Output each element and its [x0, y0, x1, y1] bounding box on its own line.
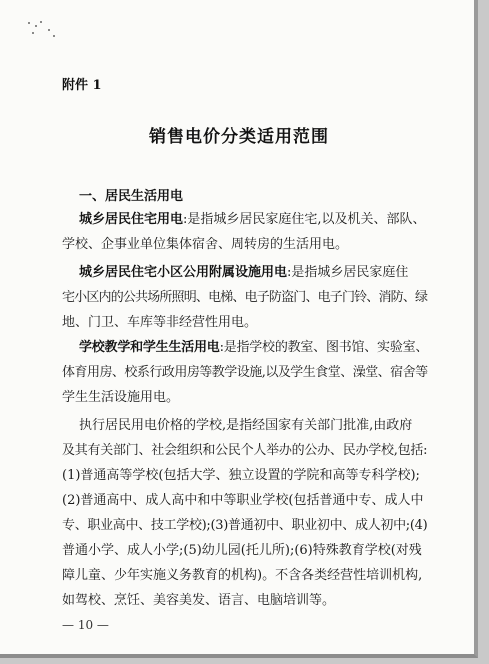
paragraph-term: 城乡居民住宅用电	[79, 212, 184, 227]
paragraph-line: 地、门卫、车库等非经营性用电。	[62, 315, 258, 330]
section-heading: 一、居民生活用电	[79, 189, 184, 204]
paragraph-text: :是指城乡居民家庭住	[287, 265, 409, 280]
scan-specks	[26, 20, 56, 44]
paragraph-line: 如驾校、烹饪、美容美发、语言、电脑培训等。	[62, 593, 336, 608]
paragraph-line	[79, 212, 426, 228]
paragraph-line: (1)普通高等学校(包括大学、独立设置的学院和高等专科学校);	[62, 468, 420, 483]
paragraph-text: :是指学校的教室、图书馆、实验室、	[219, 340, 429, 355]
paragraph-line	[79, 265, 408, 281]
paragraph-line: 障儿童、少年实施义务教育的机构)。不含各类经营性培训机构,	[62, 568, 423, 583]
paragraph-term: 学校教学和学生生活用电	[79, 340, 220, 355]
paragraph-line: 及其有关部门、社会组织和公民个人举办的公办、民办学校,包括:	[62, 443, 428, 458]
paragraph-line: 学校、企事业单位集体宿舍、周转房的生活用电。	[62, 237, 349, 252]
paragraph-line: 宅小区内的公共场所照明、电梯、电子防盗门、电子门铃、消防、绿	[62, 290, 428, 305]
paragraph-line: 体育用房、校系行政用房等教学设施,以及学生食堂、澡堂、宿舍等	[62, 365, 428, 380]
attachment-label: 附件 1	[62, 78, 102, 93]
paragraph-text: :是指城乡居民家庭住宅,以及机关、部队、	[183, 212, 426, 227]
paragraph-line	[79, 340, 428, 356]
paragraph-line: (2)普通高中、成人高中和中等职业学校(包括普通中专、成人中	[62, 493, 424, 508]
paragraph-line: 普通小学、成人小学;(5)幼儿园(托儿所);(6)特殊教育学校(对残	[62, 543, 422, 558]
paragraph-line: 执行居民用电价格的学校,是指经国家有关部门批准,由政府	[79, 418, 413, 433]
document-title: 销售电价分类适用范围	[149, 127, 329, 147]
paragraph-line: 专、职业高中、技工学校);(3)普通初中、职业初中、成人初中;(4)	[62, 518, 428, 533]
page-number: — 10 —	[62, 618, 109, 632]
paragraph-term: 城乡居民住宅小区公用附属设施用电	[79, 265, 288, 280]
paragraph-line: 学生生活设施用电。	[62, 390, 180, 405]
